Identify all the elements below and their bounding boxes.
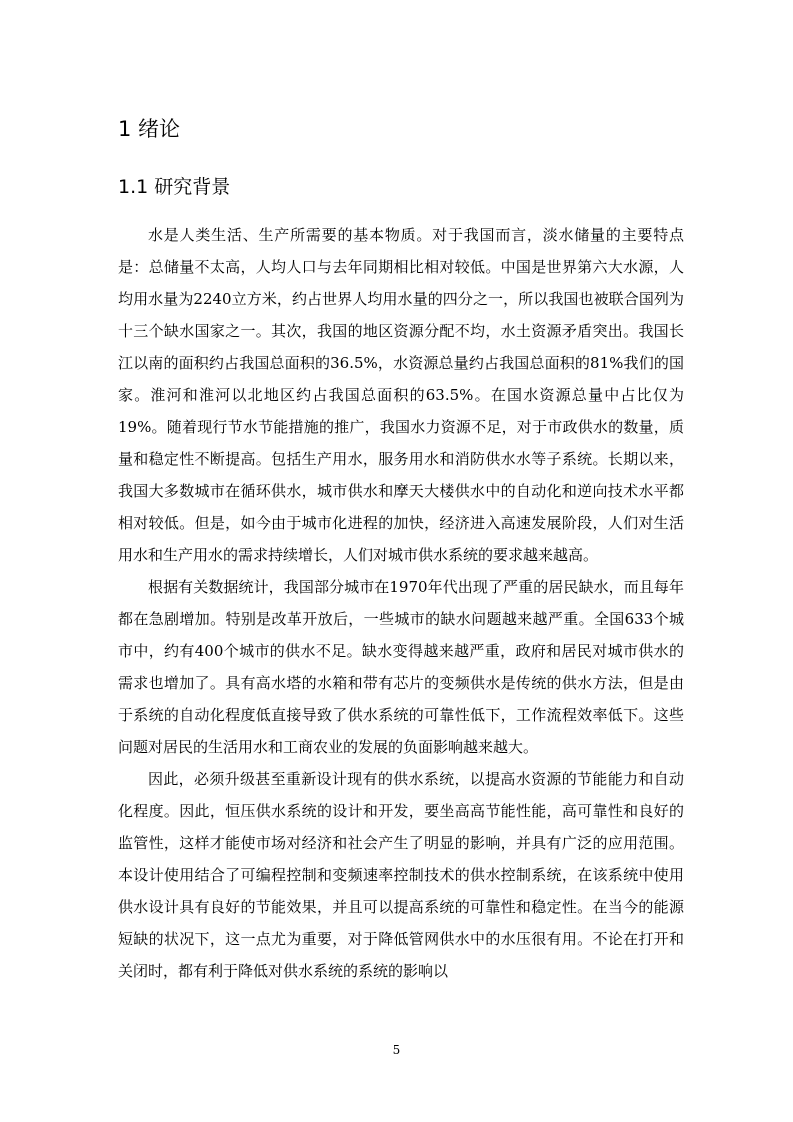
paragraph: 水是人类生活、生产所需要的基本物质。对于我国而言，淡水储量的主要特点是：总储量不太高，人均人口与去年同期相比相对较低。中国是世界第六大水源，人均用水量为2240立方米，约占世界人均用水量的四分之一，所以我国也被联合国列为十三个缺水国家之一。其次，我国的地区资源分配不均，水土资源矛盾突出。我国长江以南的面积约占我国总面积的36.5%，水资源总量约占我国总面积的81%我们的国家。淮河和淮河以北地区约占我国总面积的63.5%。在国水资源总量中占比仅为19%。随着现行节水节能措施的推广，我国水力资源不足，对于市政供水的数量，质量和稳定性不断提高。包括生产用水，服务用水和消防供水水等子系统。长期以来，我国大多数城市在循环供水，城市供水和摩天大楼供水中的自动化和逆向技术水平都相对较低。但是，如今由于城市化进程的加快，经济进入高速发展阶段，人们对生活用水和生产用水的需求持续增长，人们对城市供水系统的要求越来越高。 xyxy=(118,226,684,564)
paragraph: 根据有关数据统计，我国部分城市在1970年代出现了严重的居民缺水，而且每年都在急剧增加。特别是改革开放后，一些城市的缺水问题越来越严重。全国633个城市中，约有400个城市的供水不足。缺水变得越来越严重，政府和居民对城市供水的需求也增加了。具有高水塔的水箱和带有芯片的变频供水是传统的供水方法，但是由于系统的自动化程度低直接导致了供水系统的可靠性低下，工作流程效率低下。这些问题对居民的生活用水和工商农业的发展的负面影响越来越大。 xyxy=(118,578,684,756)
paragraph: 因此，必须升级甚至重新设计现有的供水系统，以提高水资源的节能能力和自动化程度。因此，恒压供水系统的设计和开发，要坐高高节能性能，高可靠性和良好的监管性，这样才能使市场对经济和社会产生了明显的影响，并具有广泛的应用范围。本设计使用结合了可编程控制和变频速率控制技术的供水控制系统，在该系统中使用供水设计具有良好的节能效果，并且可以提高系统的可靠性和稳定性。在当今的能源短缺的状况下，这一点尤为重要，对于降低管网供水中的水压很有用。不论在打开和关闭时，都有利于降低对供水系统的系统的影响以 xyxy=(118,770,684,980)
chapter-title: 1 绪论 xyxy=(118,117,181,141)
body-text xyxy=(118,219,684,987)
page-number: 5 xyxy=(392,1043,401,1057)
section-title: 1.1 研究背景 xyxy=(118,176,231,198)
